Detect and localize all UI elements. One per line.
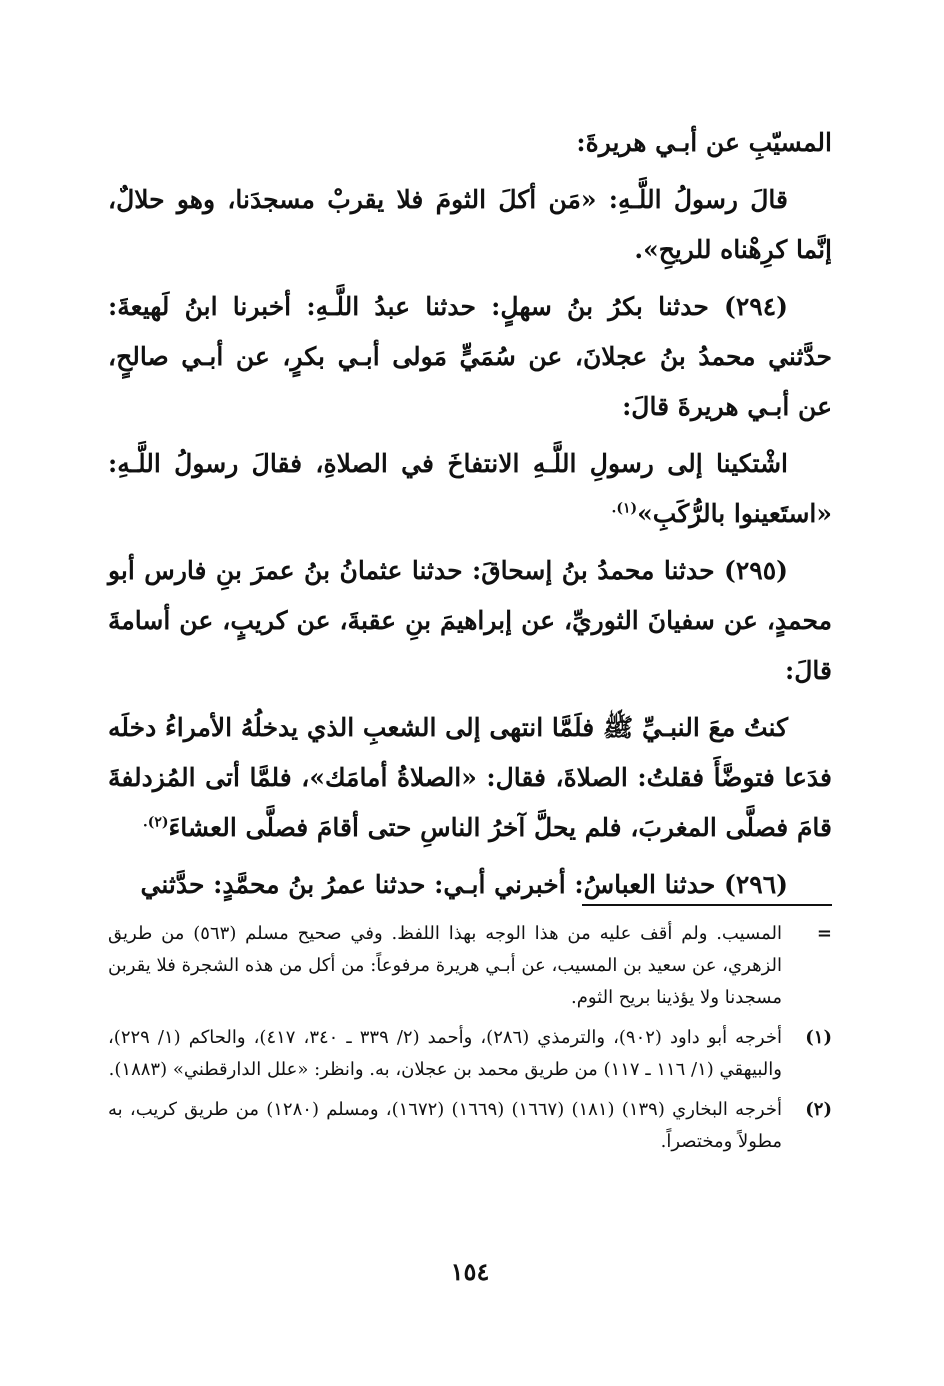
paragraph-text: اشْتكينا إلى رسولِ اللَّـهِ الانتفاخَ في الصلاةِ، فقالَ رسولُ اللَّـهِ: «استَعينوا بالرُّكَبِ» <box>108 449 832 528</box>
paragraph-hadith-text <box>108 439 832 539</box>
footnote-text: أخرجه البخاري (١٣٩) (١٨١) (١٦٦٧) (١٦٦٩) (١٦٧٢)، ومسلم (١٢٨٠) من طريق كريب، به مطولاً ومختصراً. <box>108 1099 782 1152</box>
footnote-item <box>108 1094 832 1158</box>
paragraph-continuation <box>108 118 832 168</box>
page-number: ١٥٤ <box>450 1257 490 1286</box>
footnote-text: أخرجه أبو داود (٩٠٢)، والترمذي (٢٨٦)، وأحمد (٢/ ٣٣٩ ـ ٣٤٠، ٤١٧)، والحاكم (١/ ٢٢٩)، والبيهقي (١/ ١١٦ ـ ١١٧) من طريق محمد بن عجلان، به. وانظر: «علل الدارقطني» (١٨٨٣). <box>108 1027 782 1080</box>
paragraph-text: المسيّبِ عن أبـي هريرةَ: <box>576 128 832 157</box>
footnote-reference: (٢). <box>142 814 169 831</box>
paragraph-text: كنتُ معَ النبـيِّ ﷺ فلَمَّا انتهى إلى الشعبِ الذي يدخلُهُ الأمراءُ دخلَه فدَعا فتوضَّأَ فقلتُ: الصلاةَ، فقال: «الصلاةُ أمامَك»، فلمَّا أتى المُزدلفةَ قامَ فصلَّى المغربَ، فلم يحلَّ آخرُ الناسِ حتى أقامَ فصلَّى العشاءَ <box>108 713 832 842</box>
paragraph-hadith-text <box>108 175 832 275</box>
paragraph-hadith-295 <box>108 546 832 696</box>
footnote-item <box>108 1022 832 1086</box>
paragraph-text: قالَ رسولُ اللَّـهِ: «مَن أكلَ الثومَ فلا يقربْ مسجدَنا، وهو حلالٌ، إنَّما كرِهْناه للريحِ». <box>108 185 832 264</box>
footnote-number: (١) <box>805 1027 832 1048</box>
paragraph-text: (٢٩٥) حدثنا محمدُ بنُ إسحاقَ: حدثنا عثمانُ بنُ عمرَ بنِ فارس أبو محمدٍ، عن سفيانَ الثوريِّ، عن إبراهيمَ بنِ عقبةَ، عن كريبٍ، عن أسامةَ قالَ: <box>108 556 832 685</box>
book-page <box>108 118 832 1306</box>
footnote-number: (٢) <box>805 1099 832 1120</box>
paragraph-hadith-296 <box>108 860 832 910</box>
paragraph-hadith-text <box>108 703 832 853</box>
paragraph-text: (٢٩٦) حدثنا العباسُ: أخبرني أبـي: حدثنا عمرُ بنُ محمَّدٍ: حدَّثني <box>140 870 788 899</box>
footnote-reference: (١). <box>611 500 638 517</box>
main-text <box>108 118 832 910</box>
paragraph-text: (٢٩٤) حدثنا بكرُ بنُ سهلٍ: حدثنا عبدُ اللَّـهِ: أخبرنا ابنُ لَهيعةَ: حدَّثني محمدُ بنُ عجلانَ، عن سُمَيٍّ مَولى أبـي بكرٍ، عن أبـي صالحٍ، عن أبـي هريرةَ قالَ: <box>108 292 832 421</box>
footnotes <box>108 918 832 1166</box>
footnote-number: = <box>816 923 832 944</box>
footnote-separator <box>582 904 832 906</box>
footnote-item <box>108 918 832 1014</box>
paragraph-hadith-294 <box>108 282 832 432</box>
footnote-text: المسيب. ولم أقف عليه من هذا الوجه بهذا اللفظ. وفي صحيح مسلم (٥٦٣) من طريق الزهري، عن سعيد بن المسيب، عن أبـي هريرة مرفوعاً: من أكل من هذه الشجرة فلا يقربن مسجدنا ولا يؤذينا بريح الثوم. <box>108 923 782 1008</box>
